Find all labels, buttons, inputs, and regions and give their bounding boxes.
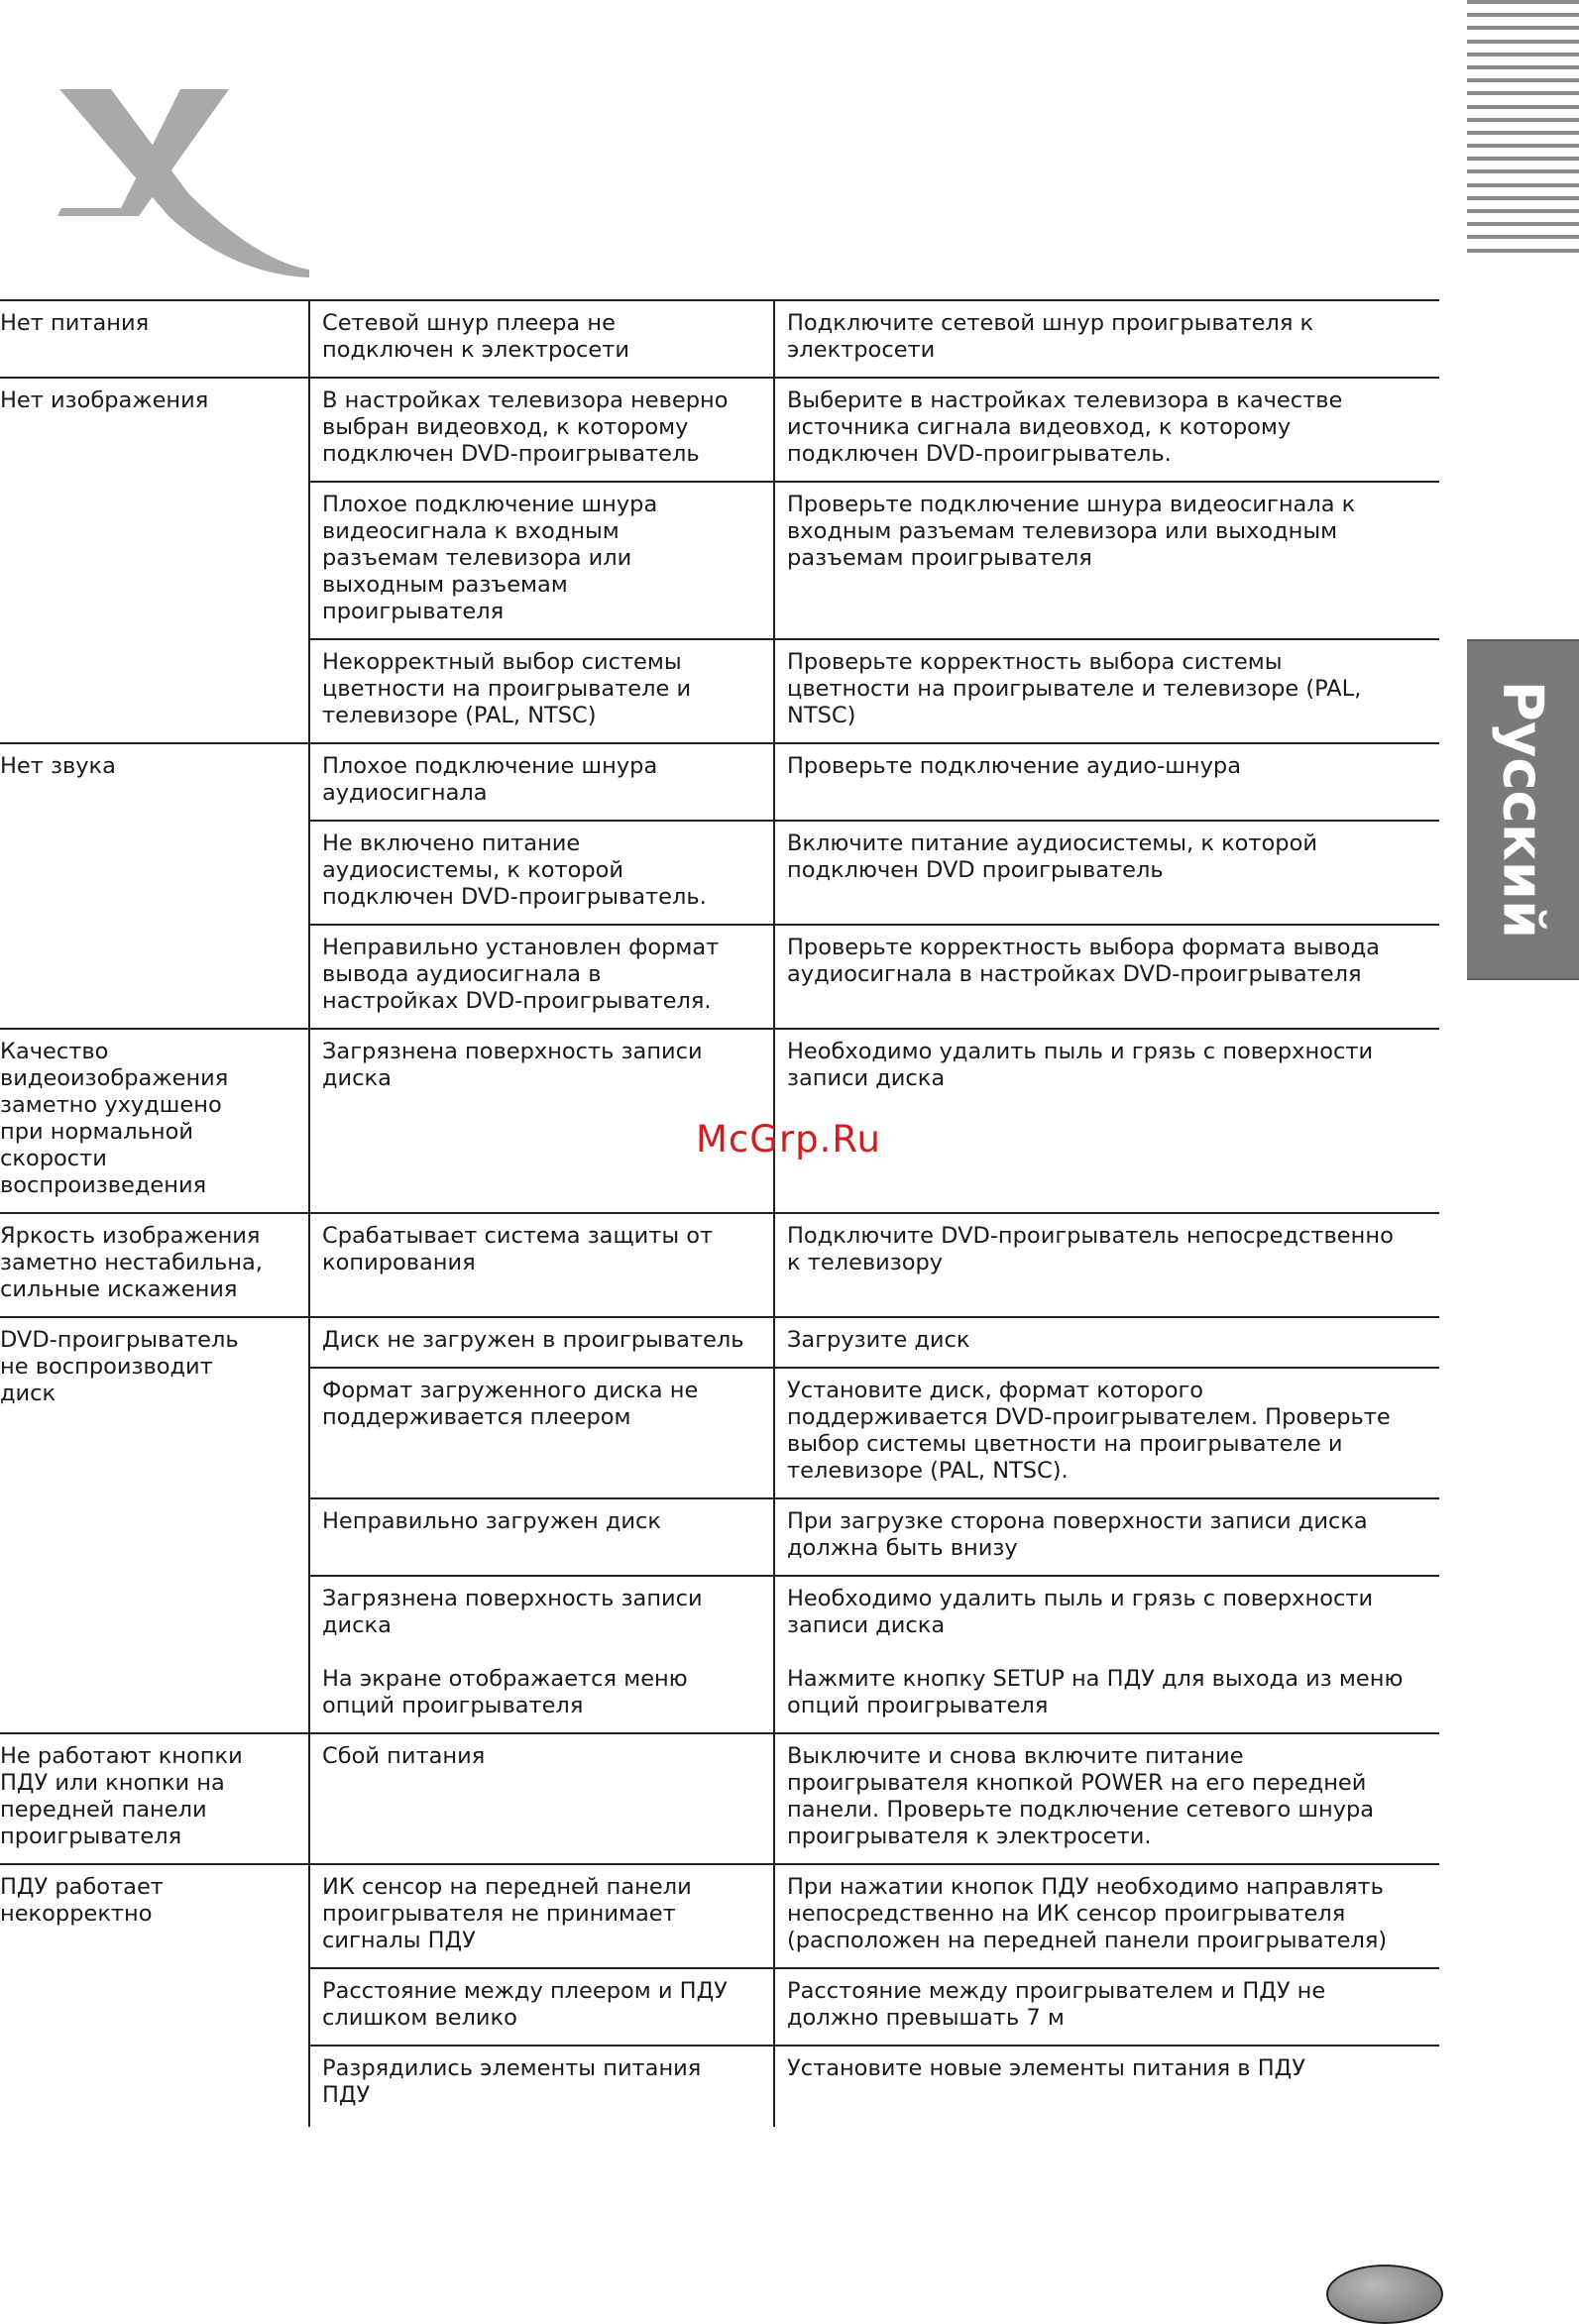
cell-line: поддерживается плеером (322, 1404, 631, 1430)
cell-line: проигрывателя (0, 1824, 182, 1849)
cell-line: Формат загруженного диска не (322, 1378, 699, 1403)
cell-line: непосредственно на ИК сенсор проигрывателя (787, 1901, 1346, 1927)
cell-line: телевизоре (PAL, NTSC). (787, 1458, 1069, 1484)
remedy-cell (774, 821, 1439, 925)
symptom-cell (0, 378, 309, 743)
cell-line: Необходимо удалить пыль и грязь с поверхности (787, 1039, 1374, 1064)
table-row (0, 1317, 1439, 1368)
cause-cell (309, 1213, 774, 1317)
cell-line: На экране отображается меню (322, 1666, 688, 1692)
cell-line: подключен DVD-проигрыватель. (787, 441, 1172, 467)
cell-line: цветности на проигрывателе и (322, 676, 692, 702)
cell-line: некорректно (0, 1901, 153, 1927)
cell-line: Выберите в настройках телевизора в качестве (787, 387, 1343, 413)
cell-line: проигрывателя к электросети. (787, 1824, 1152, 1849)
cell-line: аудиосистемы, к которой (322, 857, 624, 883)
cell-line: (расположен на передней панели проигрывателя) (787, 1928, 1388, 1953)
cell-line: Яркость изображения (0, 1223, 261, 1249)
cause-cell (309, 743, 774, 821)
cause-cell (309, 1368, 774, 1498)
cell-line: Проверьте корректность выбора системы (787, 649, 1283, 675)
cell-line: выбран видеовход, к которому (322, 414, 689, 440)
cell-line: Нажмите кнопку SETUP на ПДУ для выхода из меню (787, 1666, 1404, 1692)
cause-cell (309, 639, 774, 743)
cell-line: видеосигнала к входным (322, 518, 620, 544)
cell-line: Необходимо удалить пыль и грязь с поверхности (787, 1586, 1374, 1611)
troubleshooting-table (0, 299, 1439, 2127)
line-gap (322, 1639, 765, 1666)
cell-line: Плохое подключение шнура (322, 753, 658, 779)
cell-line: при нормальной (0, 1119, 194, 1145)
symptom-cell (0, 743, 309, 1029)
cell-line: сильные искажения (0, 1276, 238, 1302)
cell-line: разъемам телевизора или (322, 545, 632, 571)
table-row (0, 743, 1439, 821)
cell-line: Установите диск, формат которого (787, 1378, 1204, 1403)
remedy-cell (774, 743, 1439, 821)
remedy-cell (774, 1864, 1439, 1968)
cell-line: слишком велико (322, 2005, 517, 2031)
remedy-cell (774, 378, 1439, 482)
cell-line: выходным разъемам (322, 572, 568, 598)
cell-line: проигрывателя кнопкой POWER на его передней (787, 1770, 1367, 1796)
cause-cell (309, 1576, 774, 1733)
remedy-cell (774, 1576, 1439, 1733)
cell-line: должно превышать 7 м (787, 2005, 1065, 2031)
cell-line: проигрывателя не принимает (322, 1901, 676, 1927)
cell-line: DVD-проигрыватель (0, 1327, 239, 1353)
remedy-cell (774, 1498, 1439, 1576)
cell-line: телевизоре (PAL, NTSC) (322, 703, 597, 728)
cell-line: сигналы ПДУ (322, 1928, 476, 1953)
cause-cell (309, 2046, 774, 2127)
cell-line: Не работают кнопки (0, 1743, 243, 1769)
table-row (0, 300, 1439, 378)
cell-line: скорости (0, 1146, 107, 1171)
remedy-cell (774, 639, 1439, 743)
cell-line: Загрязнена поверхность записи (322, 1586, 703, 1611)
cause-cell (309, 378, 774, 482)
language-tab (1467, 639, 1579, 980)
cell-line: поддерживается DVD-проигрывателем. Проверьте (787, 1404, 1391, 1430)
cell-line: Расстояние между плеером и ПДУ (322, 1978, 728, 2004)
remedy-cell (774, 925, 1439, 1029)
symptom-cell (0, 1317, 309, 1733)
cell-line: Нет питания (0, 310, 150, 336)
symptom-cell (0, 1733, 309, 1864)
cell-line: Установите новые элементы питания в ПДУ (787, 2055, 1305, 2081)
cell-line: ИК сенсор на передней панели (322, 1874, 692, 1900)
table-row (0, 1733, 1439, 1864)
cell-line: источника сигнала видеовход, к которому (787, 414, 1292, 440)
cell-line: Загрузите диск (787, 1327, 970, 1353)
remedy-cell (774, 2046, 1439, 2127)
cell-line: вывода аудиосигнала в (322, 961, 602, 987)
cell-line: Неправильно установлен формат (322, 935, 720, 960)
cell-line: NTSC) (787, 703, 856, 728)
table-row (0, 1213, 1439, 1317)
cell-line: воспроизведения (0, 1172, 207, 1198)
cell-line: Включите питание аудиосистемы, к которой (787, 830, 1317, 856)
cause-cell (309, 1317, 774, 1368)
cell-line: Сбой питания (322, 1743, 486, 1769)
cause-cell (309, 1498, 774, 1576)
cell-line: Качество (0, 1039, 109, 1064)
cell-line: Плохое подключение шнура (322, 492, 658, 517)
cause-cell (309, 1864, 774, 1968)
cell-line: выбор системы цветности на проигрывателе и (787, 1431, 1343, 1457)
cell-line: входным разъемам телевизора или выходным (787, 518, 1338, 544)
remedy-cell (774, 1368, 1439, 1498)
symptom-cell (0, 1213, 309, 1317)
remedy-cell (774, 1733, 1439, 1864)
cell-line: настройках DVD-проигрывателя. (322, 988, 712, 1014)
symptom-cell (0, 1029, 309, 1213)
cell-line: разъемам проигрывателя (787, 545, 1092, 571)
cell-line: заметно ухудшено (0, 1092, 222, 1118)
cell-line: Расстояние между проигрывателем и ПДУ не (787, 1978, 1326, 2004)
cell-line: диска (322, 1612, 392, 1638)
cell-line: диска (322, 1065, 392, 1091)
watermark: McGrp.Ru (696, 1118, 881, 1161)
cell-line: подключен DVD-проигрыватель. (322, 884, 707, 910)
cell-line: Подключите сетевой шнур проигрывателя к (787, 310, 1314, 336)
cell-line: Загрязнена поверхность записи (322, 1039, 703, 1064)
cell-line: Подключите DVD-проигрыватель непосредственно (787, 1223, 1394, 1249)
decorative-stripes (1467, 0, 1579, 273)
cell-line: Диск не загружен в проигрыватель (322, 1327, 744, 1353)
cell-line: панели. Проверьте подключение сетевого шнура (787, 1797, 1375, 1823)
cell-line: Неправильно загружен диск (322, 1508, 661, 1534)
remedy-cell (774, 1213, 1439, 1317)
cell-line: В настройках телевизора неверно (322, 387, 729, 413)
cell-line: Нет звука (0, 753, 116, 779)
cell-line: копирования (322, 1250, 476, 1275)
symptom-cell (0, 300, 309, 378)
brand-logo-icon (50, 89, 317, 277)
cause-cell (309, 925, 774, 1029)
cause-cell (309, 1968, 774, 2046)
cause-cell (309, 821, 774, 925)
cell-line: подключен к электросети (322, 337, 629, 363)
cell-line: подключен DVD проигрыватель (787, 857, 1164, 883)
cell-line: Проверьте подключение аудио-шнура (787, 753, 1241, 779)
table-row (0, 1864, 1439, 1968)
remedy-cell (774, 1968, 1439, 2046)
table-row (0, 378, 1439, 482)
cell-line: Нет изображения (0, 387, 209, 413)
cell-line: цветности на проигрывателе и телевизоре (PAL, (787, 676, 1362, 702)
cell-line: к телевизору (787, 1250, 944, 1275)
page-number-oval (1326, 2265, 1443, 2324)
cell-line: Разрядились элементы питания (322, 2055, 702, 2081)
cell-line: Выключите и снова включите питание (787, 1743, 1244, 1769)
cell-line: Проверьте подключение шнура видеосигнала к (787, 492, 1356, 517)
cell-line: Срабатывает система защиты от (322, 1223, 714, 1249)
remedy-cell (774, 1317, 1439, 1368)
cell-line: При нажатии кнопок ПДУ необходимо направлять (787, 1874, 1384, 1900)
line-gap (787, 1639, 1431, 1666)
cell-line: Проверьте корректность выбора формата вывода (787, 935, 1380, 960)
cell-line: аудиосигнала (322, 780, 488, 806)
remedy-cell (774, 300, 1439, 378)
cause-cell (309, 1733, 774, 1864)
cell-line: передней панели (0, 1797, 207, 1823)
cell-line: заметно нестабильна, (0, 1250, 263, 1275)
cause-cell (309, 300, 774, 378)
cell-line: не воспроизводит (0, 1354, 213, 1380)
language-tab-label: Русский (1490, 680, 1555, 940)
cell-line: Сетевой шнур плеера не (322, 310, 616, 336)
cell-line: записи диска (787, 1612, 946, 1638)
cell-line: проигрывателя (322, 599, 505, 624)
cell-line: ПДУ работает (0, 1874, 164, 1900)
cell-line: электросети (787, 337, 936, 363)
cell-line: ПДУ или кнопки на (0, 1770, 225, 1796)
cell-line: аудиосигнала в настройках DVD-проигрывателя (787, 961, 1362, 987)
cell-line: опций проигрывателя (787, 1693, 1049, 1718)
cause-cell (309, 482, 774, 639)
cell-line: видеоизображения (0, 1065, 229, 1091)
cell-line: подключен DVD-проигрыватель (322, 441, 700, 467)
cell-line: При загрузке сторона поверхности записи диска (787, 1508, 1368, 1534)
remedy-cell (774, 482, 1439, 639)
cell-line: ПДУ (322, 2082, 371, 2108)
cell-line: Не включено питание (322, 830, 581, 856)
cell-line: диск (0, 1381, 56, 1406)
cell-line: должна быть внизу (787, 1535, 1018, 1561)
cell-line: опций проигрывателя (322, 1693, 584, 1718)
cell-line: Некорректный выбор системы (322, 649, 682, 675)
cell-line: записи диска (787, 1065, 946, 1091)
symptom-cell (0, 1864, 309, 2127)
